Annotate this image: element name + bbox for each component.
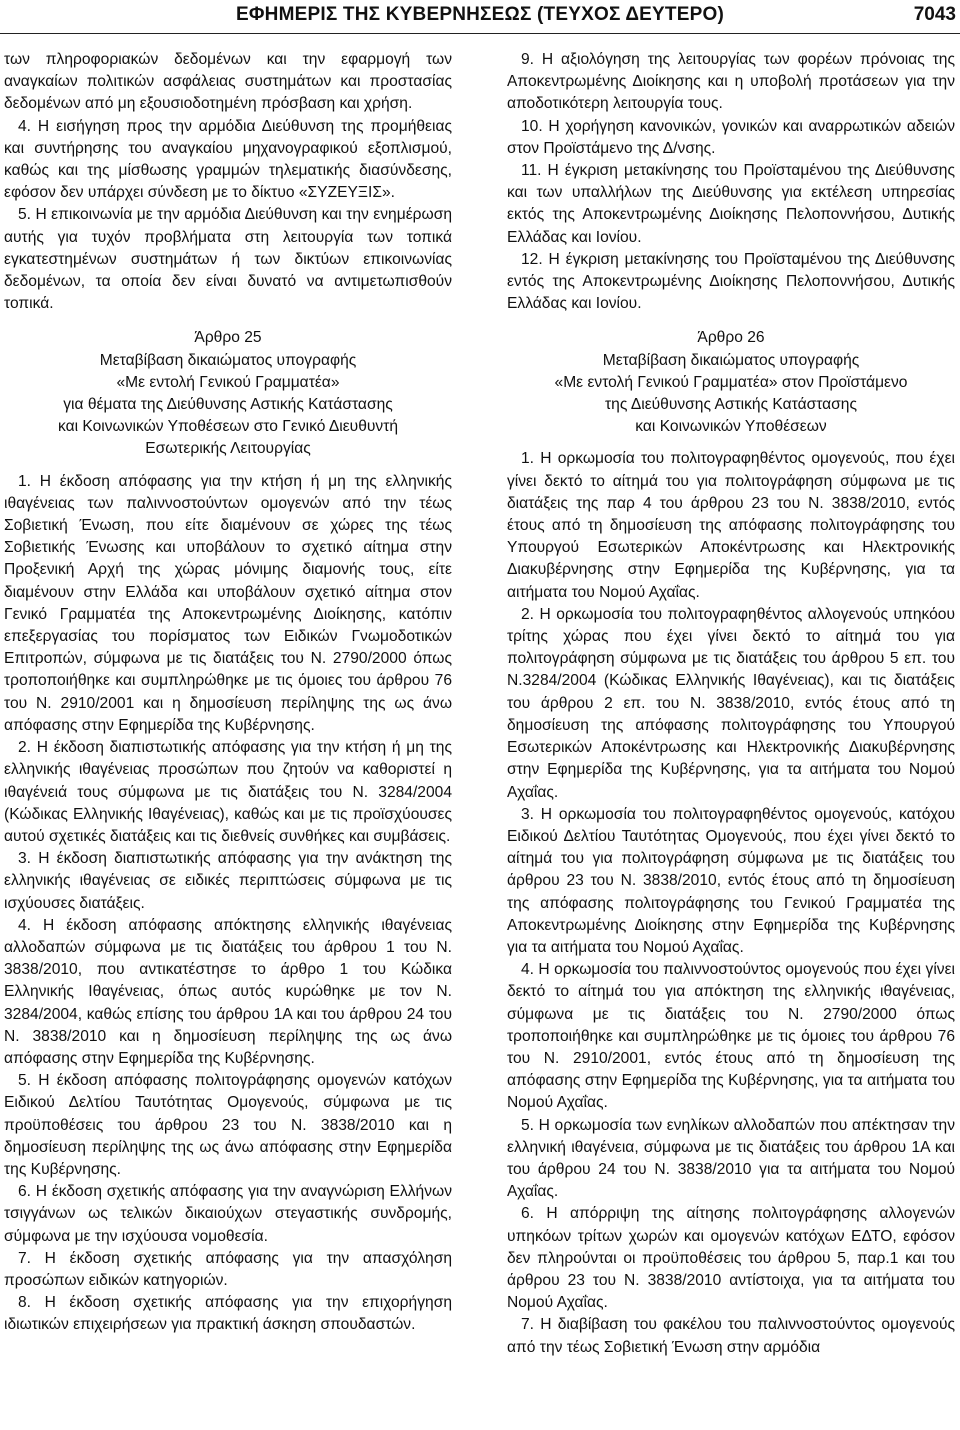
paragraph: 4. Η εισήγηση προς την αρμόδια Διεύθυνση της προμήθειας και συντήρησης του αναγκαίου μηχανογραφικού εξοπλισμού, καθώς και της μίσθωσης γραμμών τηλεματικής διασύνδεσης, εφόσον δεν υπάρχει σύνδεση με το δίκτυο «ΣΥΖΕΥΞΙΣ». [4, 117, 452, 202]
paragraph: 2. Η ορκωμοσία του πολιτογραφηθέντος αλλογενούς υπηκόου τρίτης χώρας που έχει γίνει δεκτό το αίτημά του για πολιτογράφηση σύμφωνα με τις διατάξεις του άρθρου 5 επ. του Ν.3284/2004 (Κώδικας Ελληνικής Ιθαγένειας), και τις διατάξεις του άρθρου 2 επ. του Ν. 3838/2010, εντός έτους από τη δημοσίευση της απόφασης πολιτογράφησης του Υπουργού Εσωτερικών Αποκέντρωσης και Ηλεκτρονικής Διακυβέρνησης στην Εφημερίδα της Κυβέρνησης, για τα αιτήματα του Νομού Αχαΐας. [507, 605, 955, 801]
article-title-line: «Με εντολή Γενικού Γραμματέα» στον Προϊστάμενο [554, 373, 908, 391]
page-number: 7043 [913, 4, 956, 25]
paragraph: 10. Η χορήγηση κανονικών, γονικών και αναρρωτικών αδειών στον Προϊστάμενο της Δ/νσης. [507, 117, 955, 157]
paragraph: των πληροφοριακών δεδομένων και την εφαρμογή των αναγκαίων πολιτικών ασφάλειας συστημάτων και προστασίας δεδομένων από μη εξουσιοδοτημένη πρόσβαση και χρήση. [4, 51, 452, 113]
article-title-line: Μεταβίβαση δικαιώματος υπογραφής [99, 351, 357, 369]
paragraph: 6. Η έκδοση σχετικής απόφασης για την αναγνώριση Ελλήνων τσιγγάνων ως τελικών δικαιούχων στεγαστικής συνδρομής, σύμφωνα με την ισχύουσα νομοθεσία. [4, 1183, 452, 1245]
article-heading: Άρθρο 25 [194, 329, 262, 347]
paragraph: 1. Η έκδοση απόφασης για την κτήση ή μη της ελληνικής ιθαγένειας των παλιννοστούντων ομογενών από την τέως Σοβιετική Ένωση, που είτε διαμένουν σε χώρες της τέως Σοβιετικής Ένωσης και υποβάλουν το σχετικό αίτημα στην Προξενική Αρχή της χώρας μόνιμης διαμονής τους, είτε διαμένουν στην Ελλάδα και υποβάλουν σχετικό αίτημα στον Γενικό Γραμματέα της Αποκεντρωμένης Διοίκησης, κατόπιν επεξεργασίας του πορίσματος των Ειδικών Γνωμοδοτικών Επιτροπών, σύμφωνα με τις διατάξεις του Ν. 2790/2000 όπως τροποποιήθηκε και συμπληρώθηκε με τις όμοιες του άρθρου 76 του Ν. 2910/2001 και η δημοσίευση περίληψης της ως άνω απόφασης στην Εφημερίδα της Κυβέρνησης. [4, 472, 452, 734]
paragraph: 8. Η έκδοση σχετικής απόφασης για την επιχορήγηση ιδιωτικών επιχειρήσεων για πρακτική άσκηση σπουδαστών. [4, 1294, 452, 1334]
article-title-line: Μεταβίβαση δικαιώματος υπογραφής [602, 351, 860, 369]
paragraph: 1. Η ορκωμοσία του πολιτογραφηθέντος ομογενούς, που έχει γίνει δεκτό το αίτημά του για πολιτογράφηση σύμφωνα με τις διατάξεις της παρ 4 του άρθρου 23 του Ν. 3838/2010, εντός έτους από τη δημοσίευση της απόφασης πολιτογράφησης του Υπουργού Εσωτερικών Αποκέντρωσης και Ηλεκτρονικής Διακυβέρνησης στην Εφημερίδα της Κυβέρνησης, για τα αιτήματα του Νομού Αχαΐας. [507, 450, 955, 601]
page-header [0, 0, 960, 34]
article-title-line: και Κοινωνικών Υποθέσεων στο Γενικό Διευθυντή [57, 418, 399, 436]
article-title-line: και Κοινωνικών Υποθέσεων [635, 418, 827, 436]
paragraph: 5. Η έκδοση απόφασης πολιτογράφησης ομογενών κατόχων Ειδικού Δελτίου Ταυτότητας Ομογενούς, σύμφωνα με τις προϋποθέσεις του άρθρου 23 του Ν. 3838/2010 και η δημοσίευση περίληψης της ως άνω απόφασης στην Εφημερίδα της Κυβέρνησης. [4, 1072, 452, 1178]
article-heading: Άρθρο 26 [697, 329, 765, 347]
paragraph: 9. Η αξιολόγηση της λειτουργίας των φορέων πρόνοιας της Αποκεντρωμένης Διοίκησης και η υποβολή προτάσεων για την αποδοτικότερη λειτουργία τους. [507, 51, 955, 113]
article-title-line: της Διεύθυνσης Αστικής Κατάστασης [605, 396, 857, 414]
paragraph: 5. Η ορκωμοσία των ενηλίκων αλλοδαπών που απέκτησαν την ελληνική ιθαγένεια, σύμφωνα με τις διατάξεις του άρθρου 1Α και του άρθρου 24 του Ν. 3838/2010 για τα αιτήματα του Νομού Αχαΐας. [507, 1116, 955, 1201]
paragraph: 11. Η έγκριση μετακίνησης του Προϊσταμένου της Διεύθυνσης και των υπαλλήλων της Διεύθυνσης για εκτέλεση υπηρεσίας εκτός της Αποκεντρωμένης Διοίκησης Πελοποννήσου, Δυτικής Ελλάδας και Ιονίου. [507, 162, 955, 246]
paragraph: 6. Η απόρριψη της αίτησης πολιτογράφησης αλλογενών υπηκόων τρίτων χωρών και ομογενών κατόχων ΕΔΤΟ, εφόσον δεν πληρούνται οι προϋποθέσεις του άρθρου 5, παρ.1 και του άρθρου 23 του Ν. 3838/2010 αντίστοιχα, για τα αιτήματα του Νομού Αχαΐας. [507, 1205, 955, 1312]
article-title-line: Εσωτερικής Λειτουργίας [145, 440, 311, 458]
paragraph: 12. Η έγκριση μετακίνησης του Προϊσταμένου της Διεύθυνσης εντός της Αποκεντρωμένης Διοίκησης Πελοποννήσου, Δυτικής Ελλάδας και Ιονίου. [507, 250, 955, 313]
article-title-line: για θέματα της Διεύθυνσης Αστικής Κατάστασης [63, 396, 393, 414]
right-column [507, 49, 955, 1359]
paragraph: 3. Η ορκωμοσία του πολιτογραφηθέντος ομογενούς, κατόχου Ειδικού Δελτίου Ταυτότητας Ομογενούς, που έχει γίνει δεκτό το αίτημά του για πολιτογράφηση σύμφωνα με τις διατάξεις του άρθρου 23 του Ν. 3838/2010, εντός έτους από τη δημοσίευση της απόφασης πολιτογράφησης του Γενικού Γραμματέα της Αποκεντρωμένης Διοίκησης στην Εφημερίδα της Κυβέρνησης για τα αιτήματα του Νομού Αχαΐας. [507, 805, 955, 956]
paragraph: 4. Η έκδοση απόφασης απόκτησης ελληνικής ιθαγένειας αλλοδαπών σύμφωνα με τις διατάξεις του άρθρου 1 του Ν. 3838/2010, που αντικατέστησε το άρθρο 1 του Κώδικα Ελληνικής Ιθαγένειας, όπως αυτός κυρώθηκε με τον Ν. 3284/2004, καθώς επίσης του άρθρου 1Α και του άρθρου 24 του Ν. 3838/2010 και η δημοσίευση περίληψης της ως άνω απόφασης στην Εφημερίδα της Κυβέρνησης. [4, 916, 452, 1067]
paragraph: 2. Η έκδοση διαπιστωτικής απόφασης για την κτήση ή μη της ελληνικής ιθαγένειας προσώπων που ζητούν να καθοριστεί η ιθαγένειά τους σύμφωνα με τις διατάξεις του Ν. 3284/2004 (Κώδικας Ελληνικής Ιθαγένειας), καθώς και με τις προϊσχύουσες αυτού σχετικές διατάξεις και τις διεθνείς συνθήκες και συμβάσεις. [4, 739, 452, 845]
left-column [4, 49, 452, 1337]
paragraph: 5. Η επικοινωνία με την αρμόδια Διεύθυνση και την ενημέρωση αυτής για τυχόν προβλήματα στη λειτουργία των τοπικά εγκατεστημένων συστημάτων ή των δικτύων επικοινωνίας δεδομένων, τα οποία δεν είναι δυνατό να αντιμετωπισθούν τοπικά. [4, 206, 452, 313]
paragraph: 3. Η έκδοση διαπιστωτικής απόφασης για την ανάκτηση της ελληνικής ιθαγένειας σε ειδικές περιπτώσεις σύμφωνα με τις ισχύουσες διατάξεις. [4, 850, 452, 912]
paragraph: 7. Η έκδοση σχετικής απόφασης για την απασχόληση προσώπων ειδικών κατηγοριών. [4, 1249, 452, 1289]
header-rule [0, 33, 960, 34]
paragraph: 4. Η ορκωμοσία του παλιννοστούντος ομογενούς που έχει γίνει δεκτό το αίτημά του για απόκτηση της ελληνικής ιθαγένειας, σύμφωνα με τις διατάξεις του Ν. 2790/2000 όπως τροποποιήθηκε και συμπληρώθηκε με τις όμοιες του άρθρου 76 του Ν. 2910/2001, εντός έτους από τη δημοσίευση της απόφασης στην Εφημερίδα της Κυβέρνησης, για τα αιτήματα του Νομού Αχαΐας. [507, 961, 955, 1112]
gazette-title: ΕΦΗΜΕΡΙΣ ΤΗΣ ΚΥΒΕΡΝΗΣΕΩΣ (ΤΕΥΧΟΣ ΔΕΥΤΕΡΟ) [236, 4, 724, 25]
article-title-line: «Με εντολή Γενικού Γραμματέα» [116, 373, 340, 391]
paragraph: 7. Η διαβίβαση του φακέλου του παλιννοστούντος ομογενούς από την τέως Σοβιετική Ένωση στην αρμόδια [507, 1316, 955, 1356]
